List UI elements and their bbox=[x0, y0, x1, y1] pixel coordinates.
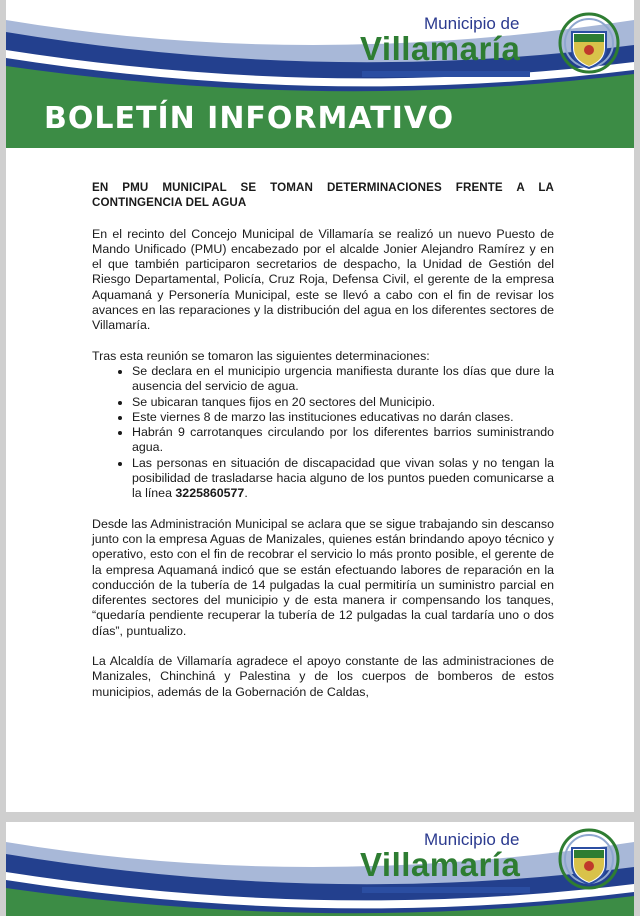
logo-municipio-text: Municipio de bbox=[424, 14, 520, 33]
logo-underline bbox=[362, 71, 530, 77]
paragraph-2: Desde las Administración Municipal se aclara que se sigue trabajando sin descanso junto con la empresa Aguas de Manizales, quienes están brindando apoyo técnico y operativo, esto con el fin de recobrar el servicio lo más pronto posible, el gerente de la empresa Aquamaná indicó que se están efectuando labores de reparación en la conducción de la tubería de 14 pulgadas la cual permitiría un suministro parcial en diferentes sectores del municipio y de esta manera ir compensando los tanques, “quedaría pendiente recuperar la tubería de 12 pulgadas la cual tardaría uno o dos días”, puntualizo. bbox=[92, 516, 554, 638]
municipality-logo-2 bbox=[360, 830, 620, 890]
logo-municipio-text: Municipio de bbox=[424, 830, 520, 849]
list-item bbox=[132, 456, 554, 502]
determinations-intro: Tras esta reunión se tomaron las siguientes determinaciones: bbox=[92, 348, 430, 363]
list-item: • Este viernes 8 de marzo las instituciones educativas no darán clases. bbox=[132, 410, 554, 425]
article-headline: EN PMU MUNICIPAL SE TOMAN DETERMINACIONES FRENTE A LA CONTINGENCIA DEL AGUA bbox=[92, 181, 554, 210]
phone-number: 3225860577 bbox=[175, 486, 245, 501]
paragraph-3: La Alcaldía de Villamaría agradece el apoyo constante de las administraciones de Manizales, Chinchiná y Palestina y de los cuerpos de bomberos de estos municipios, además de la Gobernación de Caldas, bbox=[92, 654, 554, 699]
determinations-list bbox=[92, 364, 554, 502]
logo-villamaria-text: Villamaría bbox=[360, 30, 521, 67]
list-item: • Se ubicaran tanques fijos en 20 sectores del Municipio. bbox=[132, 395, 554, 410]
list-item-text: Las personas en situación de discapacidad que vivan solas y no tengan la posibilidad de trasladarse hacia alguno de los puntos pueden comunicarse a la línea bbox=[132, 455, 554, 501]
document-page bbox=[6, 0, 634, 812]
list-item: • Se declara en el municipio urgencia manifiesta durante los días que dure la ausencia del servicio de agua. bbox=[132, 364, 554, 395]
municipal-emblem-icon bbox=[558, 12, 620, 74]
page-title: BOLETÍN INFORMATIVO bbox=[44, 101, 455, 136]
article-body bbox=[92, 180, 554, 715]
municipal-emblem-icon bbox=[558, 828, 620, 890]
municipality-logo bbox=[360, 14, 620, 74]
logo-villamaria-text: Villamaría bbox=[360, 846, 521, 883]
logo-underline bbox=[362, 887, 530, 893]
paragraph-1: En el recinto del Concejo Municipal de Villamaría se realizó un nuevo Puesto de Mando Unificado (PMU) encabezado por el alcalde Jonier Alejandro Ramírez y en el que también participaron secretarios de despacho, la Unidad de Gestión del Riesgo Departamental, Policía, Cruz Roja, Defensa Civil, el gerente de la empresa Aquamaná y Personería Municipal, este se llevó a cabo con el fin de revisar los avances en las reparaciones y la distribución del agua en los diferentes sectores de Villamaría. bbox=[92, 226, 554, 333]
list-item-period: . bbox=[244, 486, 248, 501]
list-item: • Habrán 9 carrotanques circulando por los diferentes barrios suministrando agua. bbox=[132, 425, 554, 456]
document-page-2 bbox=[6, 822, 634, 916]
